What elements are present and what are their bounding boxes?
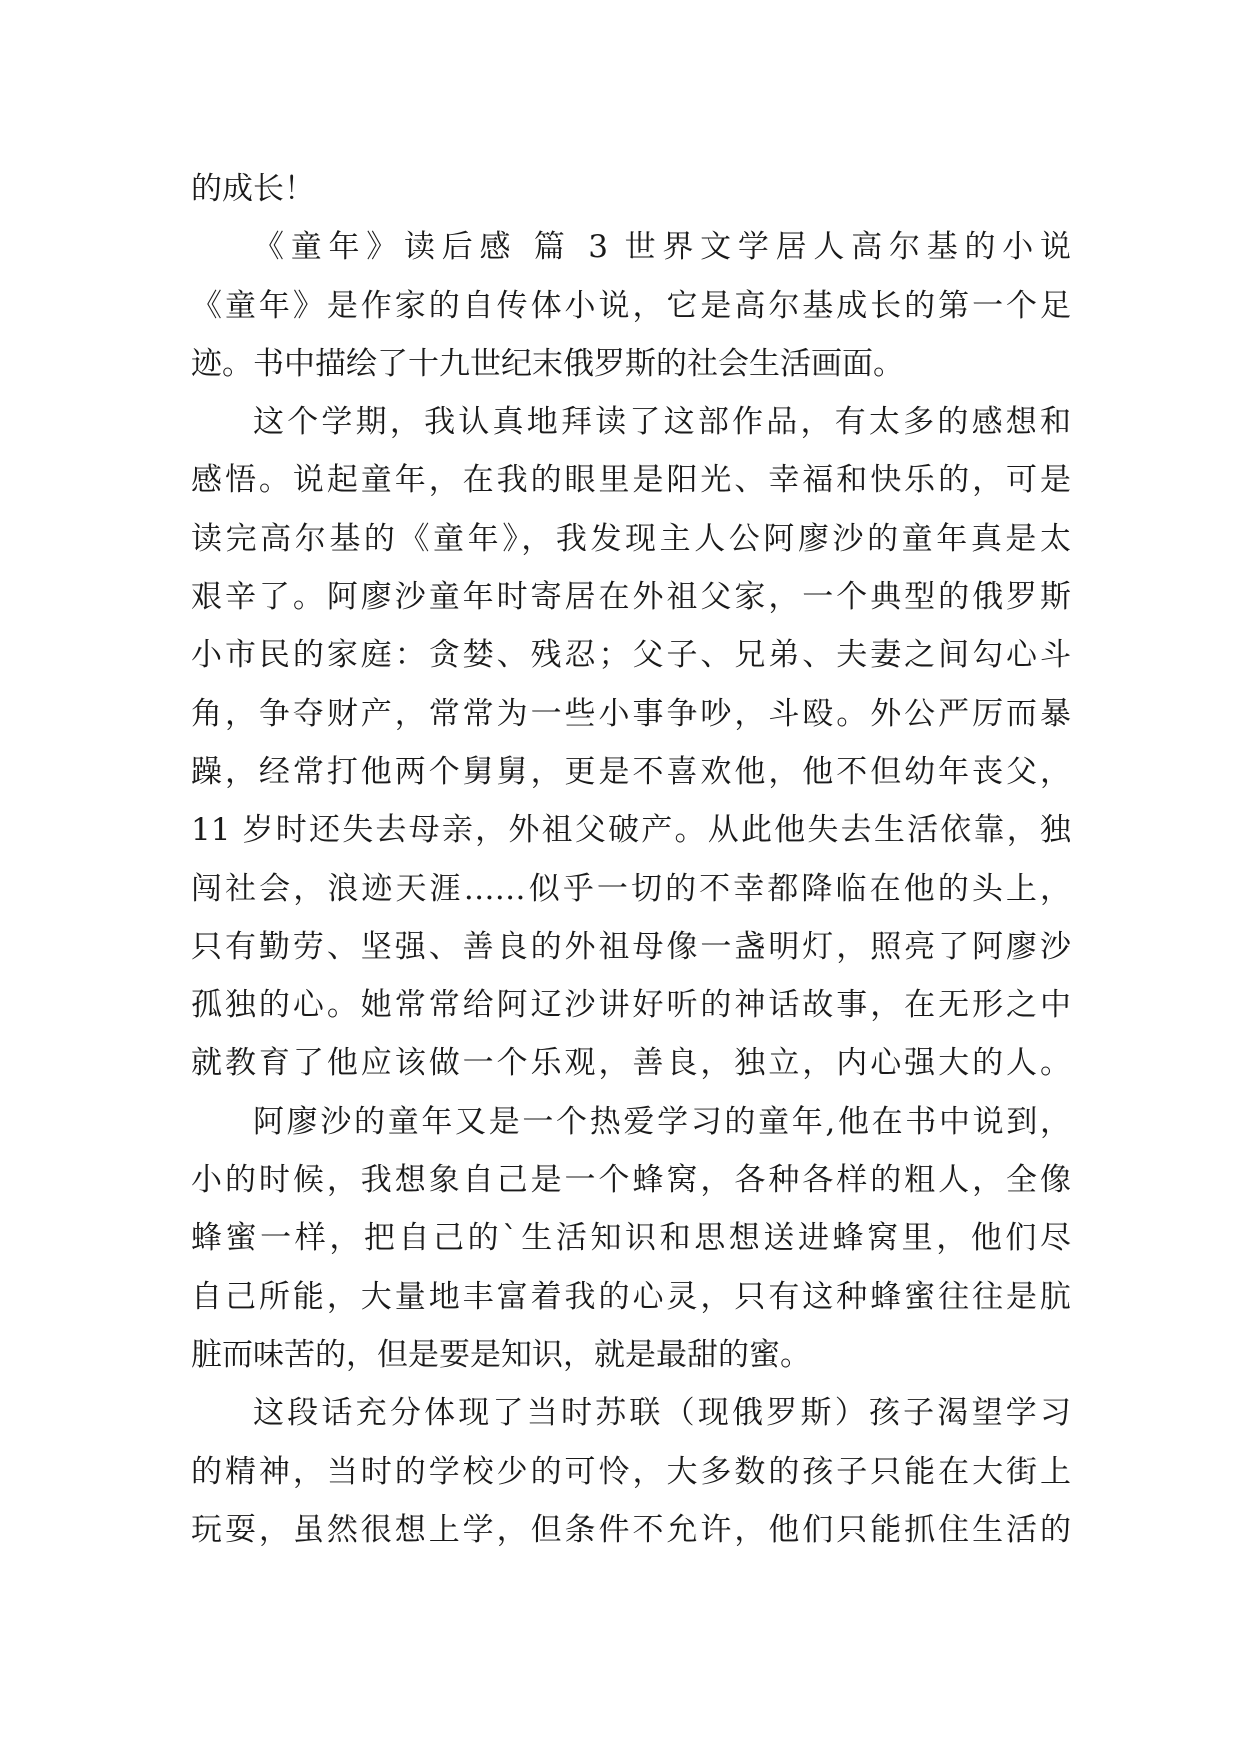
text-line: 阿廖沙的童年又是一个热爱学习的童年,他在书中说到， <box>253 1103 1071 1140</box>
text-line: 孤独的心。她常常给阿辽沙讲好听的神话故事，在无形之中 <box>191 987 1071 1024</box>
text-line: 感悟。说起童年，在我的眼里是阳光、幸福和快乐的，可是 <box>191 462 1071 499</box>
text-line: 艰辛了。阿廖沙童年时寄居在外祖父家，一个典型的俄罗斯 <box>191 579 1071 616</box>
text-line: 脏而味苦的，但是要是知识，就是最甜的蜜。 <box>191 1336 811 1373</box>
text-line: 《童年》读后感 篇 3 世界文学居人高尔基的小说 <box>253 229 1071 266</box>
text-line: 闯社会，浪迹天涯……似乎一切的不幸都降临在他的头上， <box>191 870 1071 907</box>
text-line: 小的时候，我想象自己是一个蜂窝，各种各样的粗人，全像 <box>191 1162 1071 1199</box>
text-line: 只有勤劳、坚强、善良的外祖母像一盏明灯，照亮了阿廖沙 <box>191 928 1071 965</box>
text-line: 角，争夺财产，常常为一些小事争吵，斗殴。外公严厉而暴 <box>191 695 1071 732</box>
text-line: 玩耍，虽然很想上学，但条件不允许，他们只能抓住生活的 <box>191 1511 1071 1548</box>
text-line: 躁，经常打他两个舅舅，更是不喜欢他，他不但幼年丧父， <box>191 753 1071 790</box>
text-line: 11 岁时还失去母亲，外祖父破产。从此他失去生活依靠，独 <box>191 812 1071 849</box>
text-line: 《童年》是作家的自传体小说，它是高尔基成长的第一个足 <box>191 287 1071 324</box>
text-line: 这个学期，我认真地拜读了这部作品，有太多的感想和 <box>253 404 1071 441</box>
text-line: 的精神，当时的学校少的可怜，大多数的孩子只能在大街上 <box>191 1453 1071 1490</box>
text-line: 的成长！ <box>191 171 315 207</box>
text-line: 就教育了他应该做一个乐观，善良，独立，内心强大的人。 <box>191 1045 1071 1082</box>
text-line: 读完高尔基的《童年》，我发现主人公阿廖沙的童年真是太 <box>191 520 1071 557</box>
document-body <box>191 160 1071 1559</box>
text-line: 自己所能，大量地丰富着我的心灵，只有这种蜂蜜往往是肮 <box>191 1278 1071 1315</box>
text-line: 这段话充分体现了当时苏联（现俄罗斯）孩子渴望学习 <box>253 1395 1071 1432</box>
text-line: 迹。书中描绘了十九世纪末俄罗斯的社会生活画面。 <box>191 345 904 382</box>
text-line: 蜂蜜一样，把自己的`生活知识和思想送进蜂窝里，他们尽 <box>191 1220 1071 1257</box>
text-line: 小市民的家庭：贪婪、残忍；父子、兄弟、夫妻之间勾心斗 <box>191 637 1071 674</box>
